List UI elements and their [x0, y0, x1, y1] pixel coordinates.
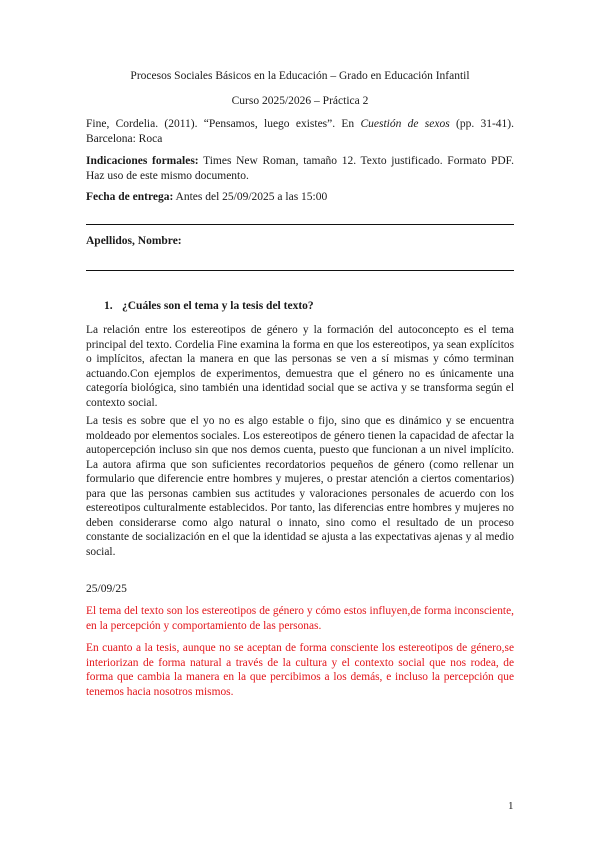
reference-book-title: Cuestión de sexos — [360, 118, 450, 130]
formal-instructions-label: Indicaciones formales: — [86, 155, 199, 167]
divider-bottom — [86, 270, 514, 271]
formal-instructions — [86, 154, 514, 183]
feedback-paragraph-theme — [86, 604, 514, 633]
answer-paragraph-1: La relación entre los estereotipos de género y la formación del autoconcepto es el tema principal del texto. Cordelia Fine examina la forma en que los estereotipos, ya sean explícitos o implícitos, afectan la manera en que las personas se ven a sí mismas y cómo terminan actuando.Con ejemplos de experimentos, demuestra que el género no es únicamente una categoría biológica, sino también una identidad social que se activa y se transforma según el contexto social. — [86, 324, 514, 409]
deadline-label: Fecha de entrega: — [86, 191, 174, 203]
answer-paragraph-thesis — [86, 414, 514, 559]
reference-authors: Fine, Cordelia. (2011). “Pensamos, luego existes”. En — [86, 118, 361, 130]
question-title: ¿Cuáles son el tema y la tesis del texto? — [122, 300, 314, 312]
answer-paragraph-theme — [86, 323, 514, 410]
course-title: Procesos Sociales Básicos en la Educación – Grado en Educación Infantil — [130, 70, 470, 82]
deadline-text: Antes del 25/09/2025 a las 15:00 — [173, 191, 328, 203]
deadline — [86, 190, 514, 205]
name-field-label: Apellidos, Nombre: — [86, 235, 182, 247]
course-year-practice: Curso 2025/2026 – Práctica 2 — [231, 95, 369, 107]
question-number: 1. — [104, 300, 113, 312]
page-number: 1 — [508, 800, 514, 812]
feedback-paragraph-2: En cuanto a la tesis, aunque no se aceptan de forma consciente los estereotipos de género,se interiorizan de forma natural a través de la cultura y el contexto social que nos rodea, de forma que cambia la manera en la que percibimos a los demás, e incluso la percepción que tenemos hacia nosotros mismos. — [86, 642, 514, 698]
question-heading — [104, 300, 314, 312]
feedback-paragraph-1: El tema del texto son los estereotipos de género y cómo estos influyen,de forma inconsciente, en la percepción y comportamiento de las personas. — [86, 605, 514, 632]
answer-paragraph-2: La tesis es sobre que el yo no es algo estable o fijo, sino que es dinámico y se encuentra moldeado por elementos sociales. Los estereotipos de género tienen la capacidad de afectar la autopercepción incluso sin que nos demos cuenta, puesto que funcionan a un nivel implícito. La autora afirma que son suficientes recordatorios pequeños de género (como rellenar un formulario que diferencie entre hombres y mujeres, o prestar atención a ciertos comentarios) para que las personas cambien sus actitudes y valoraciones personales de acuerdo con los estereotipos culturalmente establecidos. Por tanto, las diferencias entre hombres y mujeres no deben considerarse como algo natural o innato, sino como el resultado de un proceso constante de socialización en el que la identidad se ajusta a las expectativas ajenas y al medio social. — [86, 415, 514, 558]
reference-publisher: (pp. 31-41). Barcelona: Roca — [86, 118, 515, 145]
divider-top — [86, 224, 514, 225]
bibliographic-reference — [86, 117, 514, 146]
feedback-paragraph-thesis — [86, 641, 514, 699]
feedback-date: 25/09/25 — [86, 583, 127, 595]
formal-instructions-text: Times New Roman, tamaño 12. Texto justificado. Formato PDF. Haz uso de este mismo documento. — [86, 155, 514, 182]
